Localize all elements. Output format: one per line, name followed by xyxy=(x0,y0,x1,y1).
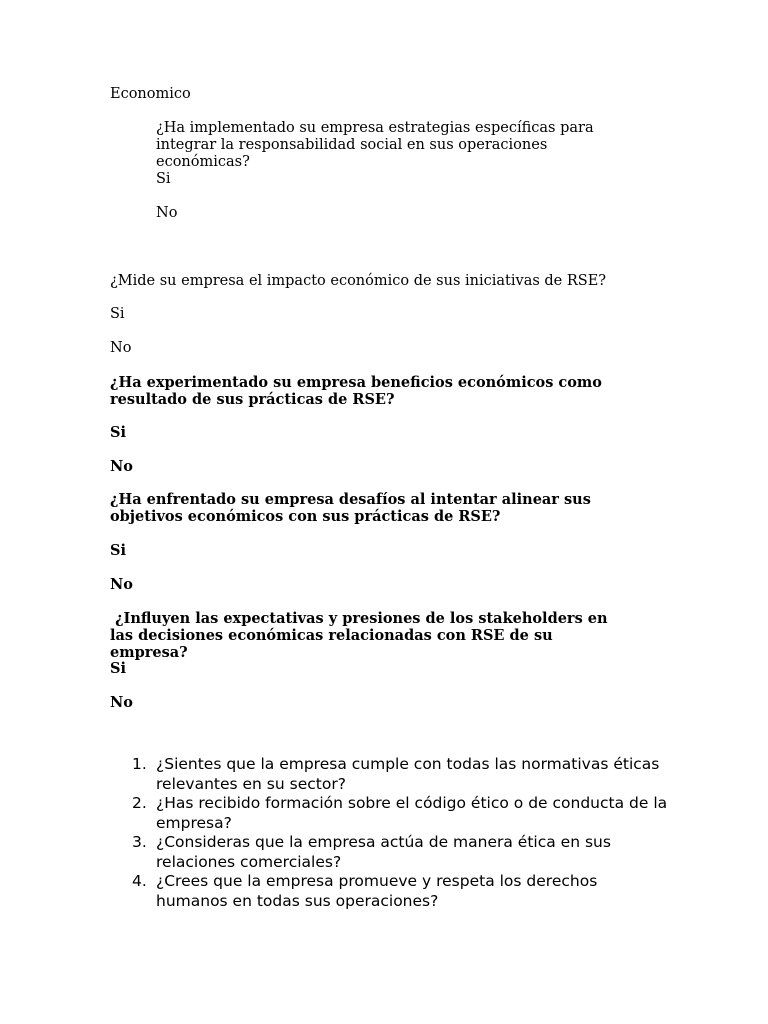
question-5-option-no: No xyxy=(110,694,133,711)
list-item-text: ¿Crees que la empresa promueve y respeta los derechos humanos en todas sus operaciones? xyxy=(156,872,598,910)
list-item xyxy=(110,872,670,911)
list-item-number: 4. xyxy=(132,872,147,890)
question-2-option-yes: Si xyxy=(110,306,125,322)
list-item-text: ¿Sientes que la empresa cumple con todas las normativas éticas relevantes en su sector? xyxy=(156,755,660,793)
question-2-option-no: No xyxy=(110,340,132,356)
question-1-option-yes: Si xyxy=(156,171,171,187)
list-item-text: ¿Has recibido formación sobre el código ético o de conducta de la empresa? xyxy=(156,794,668,832)
question-5-option-yes: Si xyxy=(110,660,126,677)
list-item-number: 2. xyxy=(132,794,147,812)
question-2-text: ¿Mide su empresa el impacto económico de sus iniciativas de RSE? xyxy=(110,273,607,289)
list-item-text: ¿Consideras que la empresa actúa de manera ética en sus relaciones comerciales? xyxy=(156,833,611,871)
question-1-text: ¿Ha implementado su empresa estrategias específicas para integrar la responsabilidad social en sus operaciones económicas? xyxy=(156,120,599,170)
question-4-option-no: No xyxy=(110,576,133,593)
question-3-text: ¿Ha experimentado su empresa beneficios económicos como resultado de sus prácticas de RSE? xyxy=(110,374,607,408)
question-4-option-yes: Si xyxy=(110,542,126,559)
question-4-text: ¿Ha enfrentado su empresa desafíos al intentar alinear sus objetivos económicos con sus prácticas de RSE? xyxy=(110,491,596,525)
list-item-number: 3. xyxy=(132,833,147,851)
list-item xyxy=(110,794,670,833)
question-3-option-yes: Si xyxy=(110,424,126,441)
section-heading-economico: Economico xyxy=(110,86,191,102)
list-item xyxy=(110,755,670,794)
question-5-text: ¿Influyen las expectativas y presiones de los stakeholders en las decisiones económicas relacionadas con RSE de su empresa? xyxy=(110,610,613,661)
question-1-option-no: No xyxy=(156,205,178,221)
question-3-option-no: No xyxy=(110,458,133,475)
list-item xyxy=(110,833,670,872)
numbered-question-list xyxy=(110,755,670,911)
list-item-number: 1. xyxy=(132,755,147,773)
